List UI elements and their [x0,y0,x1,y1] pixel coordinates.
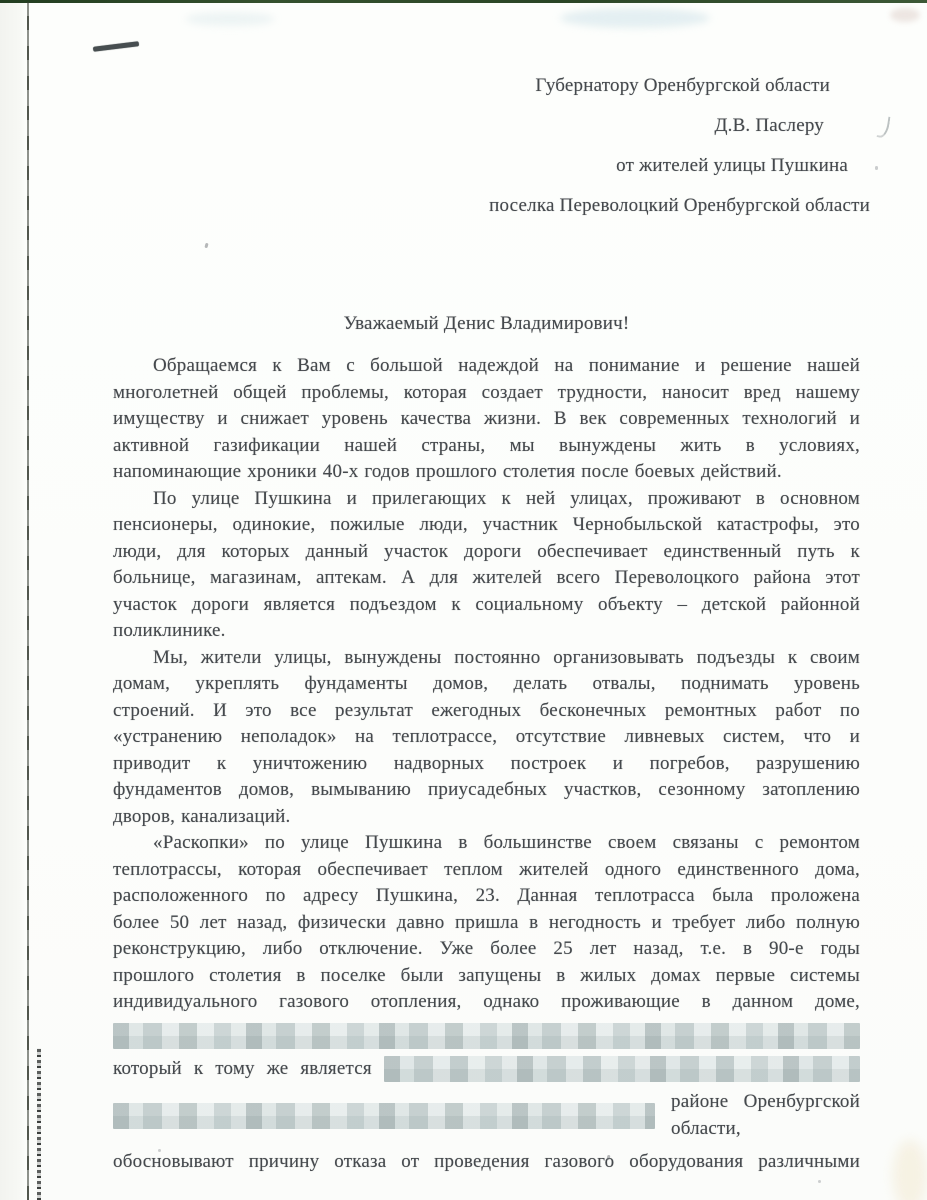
text-line: более 50 лет назад, физически давно пришла в негодность и требует либо полную [113,911,860,933]
paragraph [113,353,860,486]
recipient-line: Губернатору Оренбургской области [535,75,830,96]
scan-speck [818,1180,821,1183]
salutation: Уважаемый Денис Владимирович! [343,313,630,334]
scan-smudge [560,8,710,28]
text-line: прошлого столетия в поселке были запущены в жилых домах первые системы [113,964,860,986]
text-line: больнице, магазинам, аптекам. А для жителей всего Переволоцкого района этот [113,567,860,588]
text-line: поликлинике. [113,620,226,641]
pen-mark [93,41,139,52]
scan-smudge [185,12,275,26]
pen-squiggle-mark [877,115,891,138]
scan-smudge [890,8,920,22]
text-line: напоминающие хроники 40-х годов прошлого столетия после боевых действий. [113,461,782,482]
scan-edge-top [0,0,927,3]
text-line: приводит к уничтожению надворных построек и погребов, разрушению [113,752,860,774]
text-line: фундаментов домов, вымыванию приусадебных участков, сезонному затоплению [113,779,860,800]
binding-shadow [37,1048,41,1200]
text-line: Обращаемся к Вам с большой надеждой на понимание и решение нашей [153,355,860,376]
redacted-line [113,1023,860,1049]
recipient-line: поселка Переволоцкий Оренбургской области [489,195,870,216]
redaction-mosaic [113,1103,655,1129]
text-line-with-redaction [113,1089,860,1142]
text-fragment: районе Оренбургской области, [671,1091,860,1139]
scan-speck [875,166,878,170]
letter-body [113,353,860,1176]
text-line: индивидуального газового отопления, однако проживающие в данном доме, [113,991,860,1012]
recipient-line: Д.В. Паслеру [714,115,824,136]
text-line: Мы, жители улицы, вынуждены постоянно организовывать подъезды к своим [153,646,860,668]
text-line: активной газификации нашей страны, мы вынуждены жить в условиях, [113,434,860,456]
text-line: многолетней общей проблемы, которая создает трудности, наносит вред нашему [113,381,860,403]
recipient-block [113,66,870,226]
redaction-mosaic [384,1056,860,1082]
text-line: По улице Пушкина и прилегающих к ней улицах, проживают в основном [153,487,860,509]
scan-edge-left-strip [0,3,27,1200]
scan-edge-left-line [27,2,29,1200]
text-line: обосновывают причину отказа от проведения газового оборудования различными [113,1151,860,1172]
text-line: «Раскопки» по улице Пушкина в большинстве своем связаны с ремонтом [153,832,860,853]
text-line: домам, укреплять фундаменты домов, делать отвалы, поднимать уровень [113,673,860,694]
text-line: реконструкцию, либо отключение. Уже более 25 лет назад, т.е. в 90-е годы [113,938,860,959]
text-line: дворов, канализаций. [113,805,291,827]
text-line: расположенного по адресу Пушкина, 23. Данная теплотрасса была проложена [113,885,860,906]
text-fragment: который к тому же является [113,1057,372,1079]
scan-speck [158,1149,161,1152]
text-line: люди, для которых данный участок дороги обеспечивает единственный путь к [113,540,860,562]
paragraph [113,830,860,1176]
text-line: строений. И это все результат ежегодных бесконечных ремонтных работ по [113,699,860,721]
text-line: «устранению неполадок» на теплотрассе, отсутствие ливневых систем, что и [113,726,860,747]
scan-speck [204,243,208,249]
text-line: участок дороги является подъездом к социальному объекту – детской районной [113,593,860,615]
paragraph [113,645,860,831]
text-line: имуществу и снижает уровень качества жизни. В век современных технологий и [113,408,860,429]
recipient-line: от жителей улицы Пушкина [616,155,848,176]
text-line: теплотрассы, которая обеспечивает теплом жителей одного единственного дома, [113,858,860,880]
scan-smudge [893,1140,927,1200]
redaction-mosaic [113,1023,860,1049]
paragraph [113,486,860,645]
text-line-with-redaction [113,1056,860,1083]
text-line: пенсионеры, одинокие, пожилые люди, участник Чернобыльской катастрофы, это [113,514,860,535]
